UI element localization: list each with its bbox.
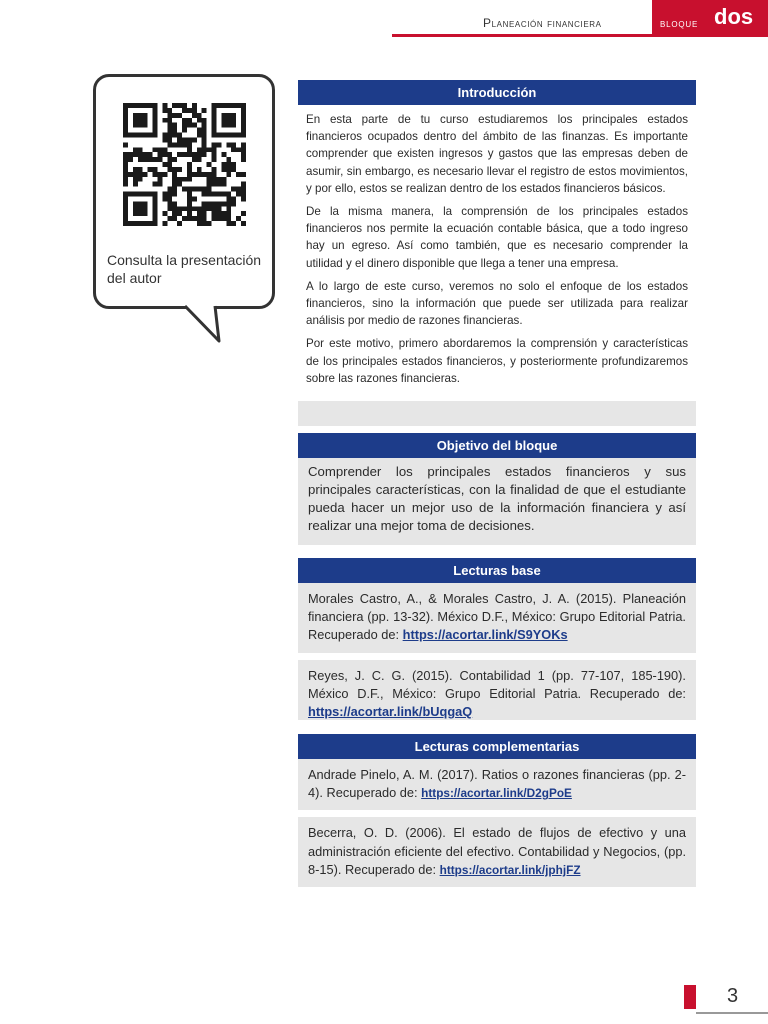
- complementary-readings-section: [298, 734, 696, 887]
- objective-text: Comprender los principales estados financieros y sus principales características, con la finalidad de que el estudiante pueda hacer un mejor uso de la información financiera y así realizar una mejor toma de decisiones.: [308, 464, 686, 533]
- author-presentation-callout[interactable]: [93, 74, 275, 309]
- intro-paragraph: De la misma manera, la comprensión de los principales estados financieros nos permite la ecuación contable básica, que a todo ingreso hay un egreso. Así como también, que es necesario comprender la utilidad y el dinero disponible que llega a tener una empresa.: [306, 205, 688, 270]
- reference-text: Andrade Pinelo, A. M. (2017). Ratios o razones financieras (pp. 2-4). Recuperado de:: [308, 767, 686, 801]
- reference-link[interactable]: https://acortar.link/jphjFZ: [439, 862, 581, 877]
- callout-tail: [185, 305, 225, 345]
- base-readings-section: [298, 558, 696, 720]
- divider: [298, 653, 696, 660]
- complementary-readings-heading: Lecturas complementarias: [298, 734, 696, 759]
- reference-link[interactable]: https://acortar.link/D2gPoE: [421, 786, 572, 801]
- page-number-accent: [684, 985, 696, 1009]
- qr-code-icon[interactable]: [123, 103, 246, 226]
- base-readings-heading: Lecturas base: [298, 558, 696, 583]
- intro-paragraph: En esta parte de tu curso estudiaremos los principales estados financieros ocupados dentro del ámbito de las finanzas. Es importante comprender que existen ingresos y gastos que las empresas deben de asumir, sin embargo, es necesario llevar el registro de estos movimientos, y por ello, estos se realizan dentro de los estados financieros básicos.: [306, 113, 688, 195]
- reference-item: [298, 583, 696, 653]
- intro-body: [298, 105, 696, 401]
- reference-item: [298, 660, 696, 730]
- divider: [298, 810, 696, 817]
- objective-body: [298, 458, 696, 543]
- block-number: dos: [714, 4, 754, 29]
- reference-link[interactable]: https://acortar.link/bUqgaQ: [308, 704, 473, 720]
- intro-paragraph: Por este motivo, primero abordaremos la comprensión y características de los principales estados financieros, y posteriormente profundizaremos sobre las razones financieras.: [306, 337, 688, 385]
- page-number: 3: [727, 985, 739, 1007]
- objective-section: [298, 433, 696, 545]
- block-tab: [652, 0, 768, 37]
- reference-item: [298, 817, 696, 887]
- running-title: Planeación financiera: [483, 16, 602, 30]
- reference-text: Becerra, O. D. (2006). El estado de flujos de efectivo y una administración eficiente del efectivo. Contabilidad y Negocios, (pp. 8-15). Recuperado de:: [308, 825, 686, 877]
- callout-text: Consulta la presentación del autor: [107, 252, 262, 286]
- objective-heading: Objetivo del bloque: [298, 433, 696, 458]
- intro-heading: Introducción: [298, 80, 696, 105]
- intro-section: [298, 80, 696, 426]
- reference-text: Reyes, J. C. G. (2015). Contabilidad 1 (pp. 77-107, 185-190). México D.F., México: Grupo Editorial Patria. Recuperado de:: [308, 667, 686, 701]
- intro-paragraph: A lo largo de este curso, veremos no solo el enfoque de los estados financieros, sino la información que puede ser utilizada para realizar análisis por medio de razones financieras.: [306, 279, 688, 328]
- page-number-rule: [696, 1012, 768, 1014]
- reference-link[interactable]: https://acortar.link/S9YOKs: [402, 627, 568, 643]
- reference-text: Morales Castro, A., & Morales Castro, J. A. (2015). Planeación financiera (pp. 13-32). México D.F., México: Grupo Editorial Patria. Recuperado de:: [308, 591, 686, 643]
- reference-item: [298, 759, 696, 810]
- block-word: bloque: [660, 18, 699, 30]
